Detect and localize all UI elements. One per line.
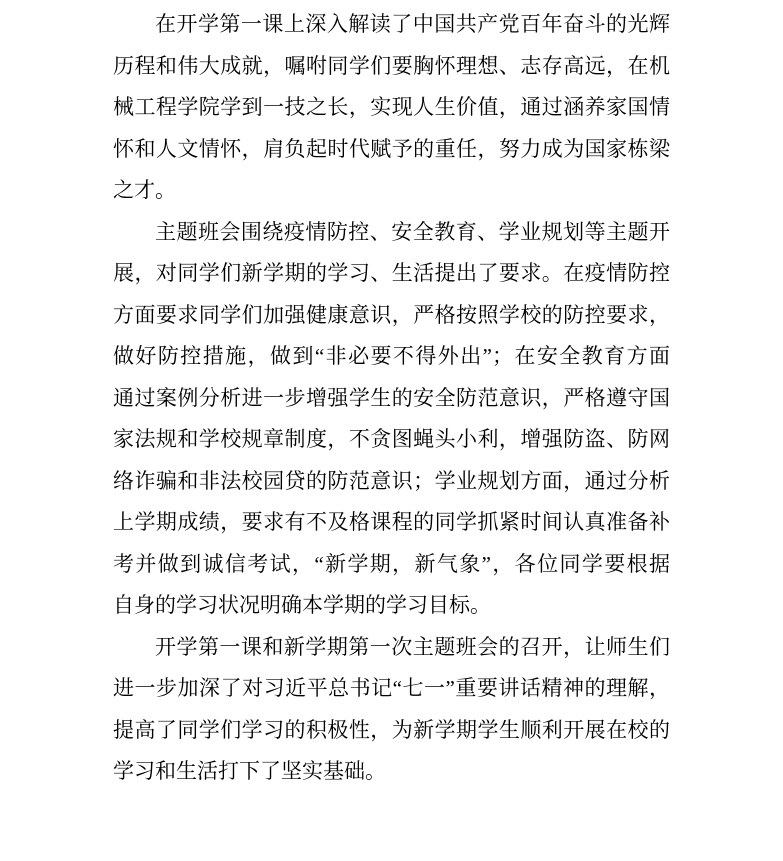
text-line: 提高了同学们学习的积极性，为新学期学生顺利开展在校的: [113, 717, 670, 742]
text-line: 方面要求同学们加强健康意识，严格按照学校的防控要求，: [113, 302, 670, 327]
text-line: 做好防控措施，做到“非必要不得外出”；在安全教育方面: [113, 344, 670, 368]
text-line: 历程和伟大成就，嘱咐同学们要胸怀理想、志存高远，在机: [113, 53, 670, 78]
text-line: 之才。: [113, 178, 176, 202]
text-line: 学习和生活打下了坚实基础。: [113, 759, 386, 783]
text-line: 在开学第一课上深入解读了中国共产党百年奋斗的光辉: [155, 12, 670, 36]
paragraph: [113, 212, 670, 627]
text-line: 家法规和学校规章制度，不贪图蝇头小利，增强防盗、防网: [113, 427, 670, 451]
text-line: 进一步加深了对习近平总书记“七一”重要讲话精神的理解，: [113, 676, 670, 700]
text-line: 上学期成绩，要求有不及格课程的同学抓紧时间认真准备补: [113, 510, 670, 534]
text-line: 自身的学习状况明确本学期的学习目标。: [113, 593, 491, 617]
text-line: 械工程学院学到一技之长，实现人生价值，通过涵养家国情: [113, 95, 670, 119]
text-line: 络诈骗和非法校园贷的防范意识；学业规划方面，通过分析: [113, 468, 670, 493]
paragraph: [113, 627, 670, 793]
text-line: 怀和人文情怀，肩负起时代赋予的重任，努力成为国家栋梁: [113, 136, 670, 161]
text-line: 考并做到诚信考试，“新学期，新气象”，各位同学要根据: [113, 551, 670, 576]
text-line: 通过案例分析进一步增强学生的安全防范意识，严格遵守国: [113, 385, 670, 410]
text-line: 展，对同学们新学期的学习、生活提出了要求。在疫情防控: [113, 261, 670, 285]
document-body: [113, 4, 670, 793]
text-line: 开学第一课和新学期第一次主题班会的召开，让师生们: [155, 634, 670, 659]
text-line: 主题班会围绕疫情防控、安全教育、学业规划等主题开: [155, 219, 670, 244]
paragraph: [113, 4, 670, 212]
